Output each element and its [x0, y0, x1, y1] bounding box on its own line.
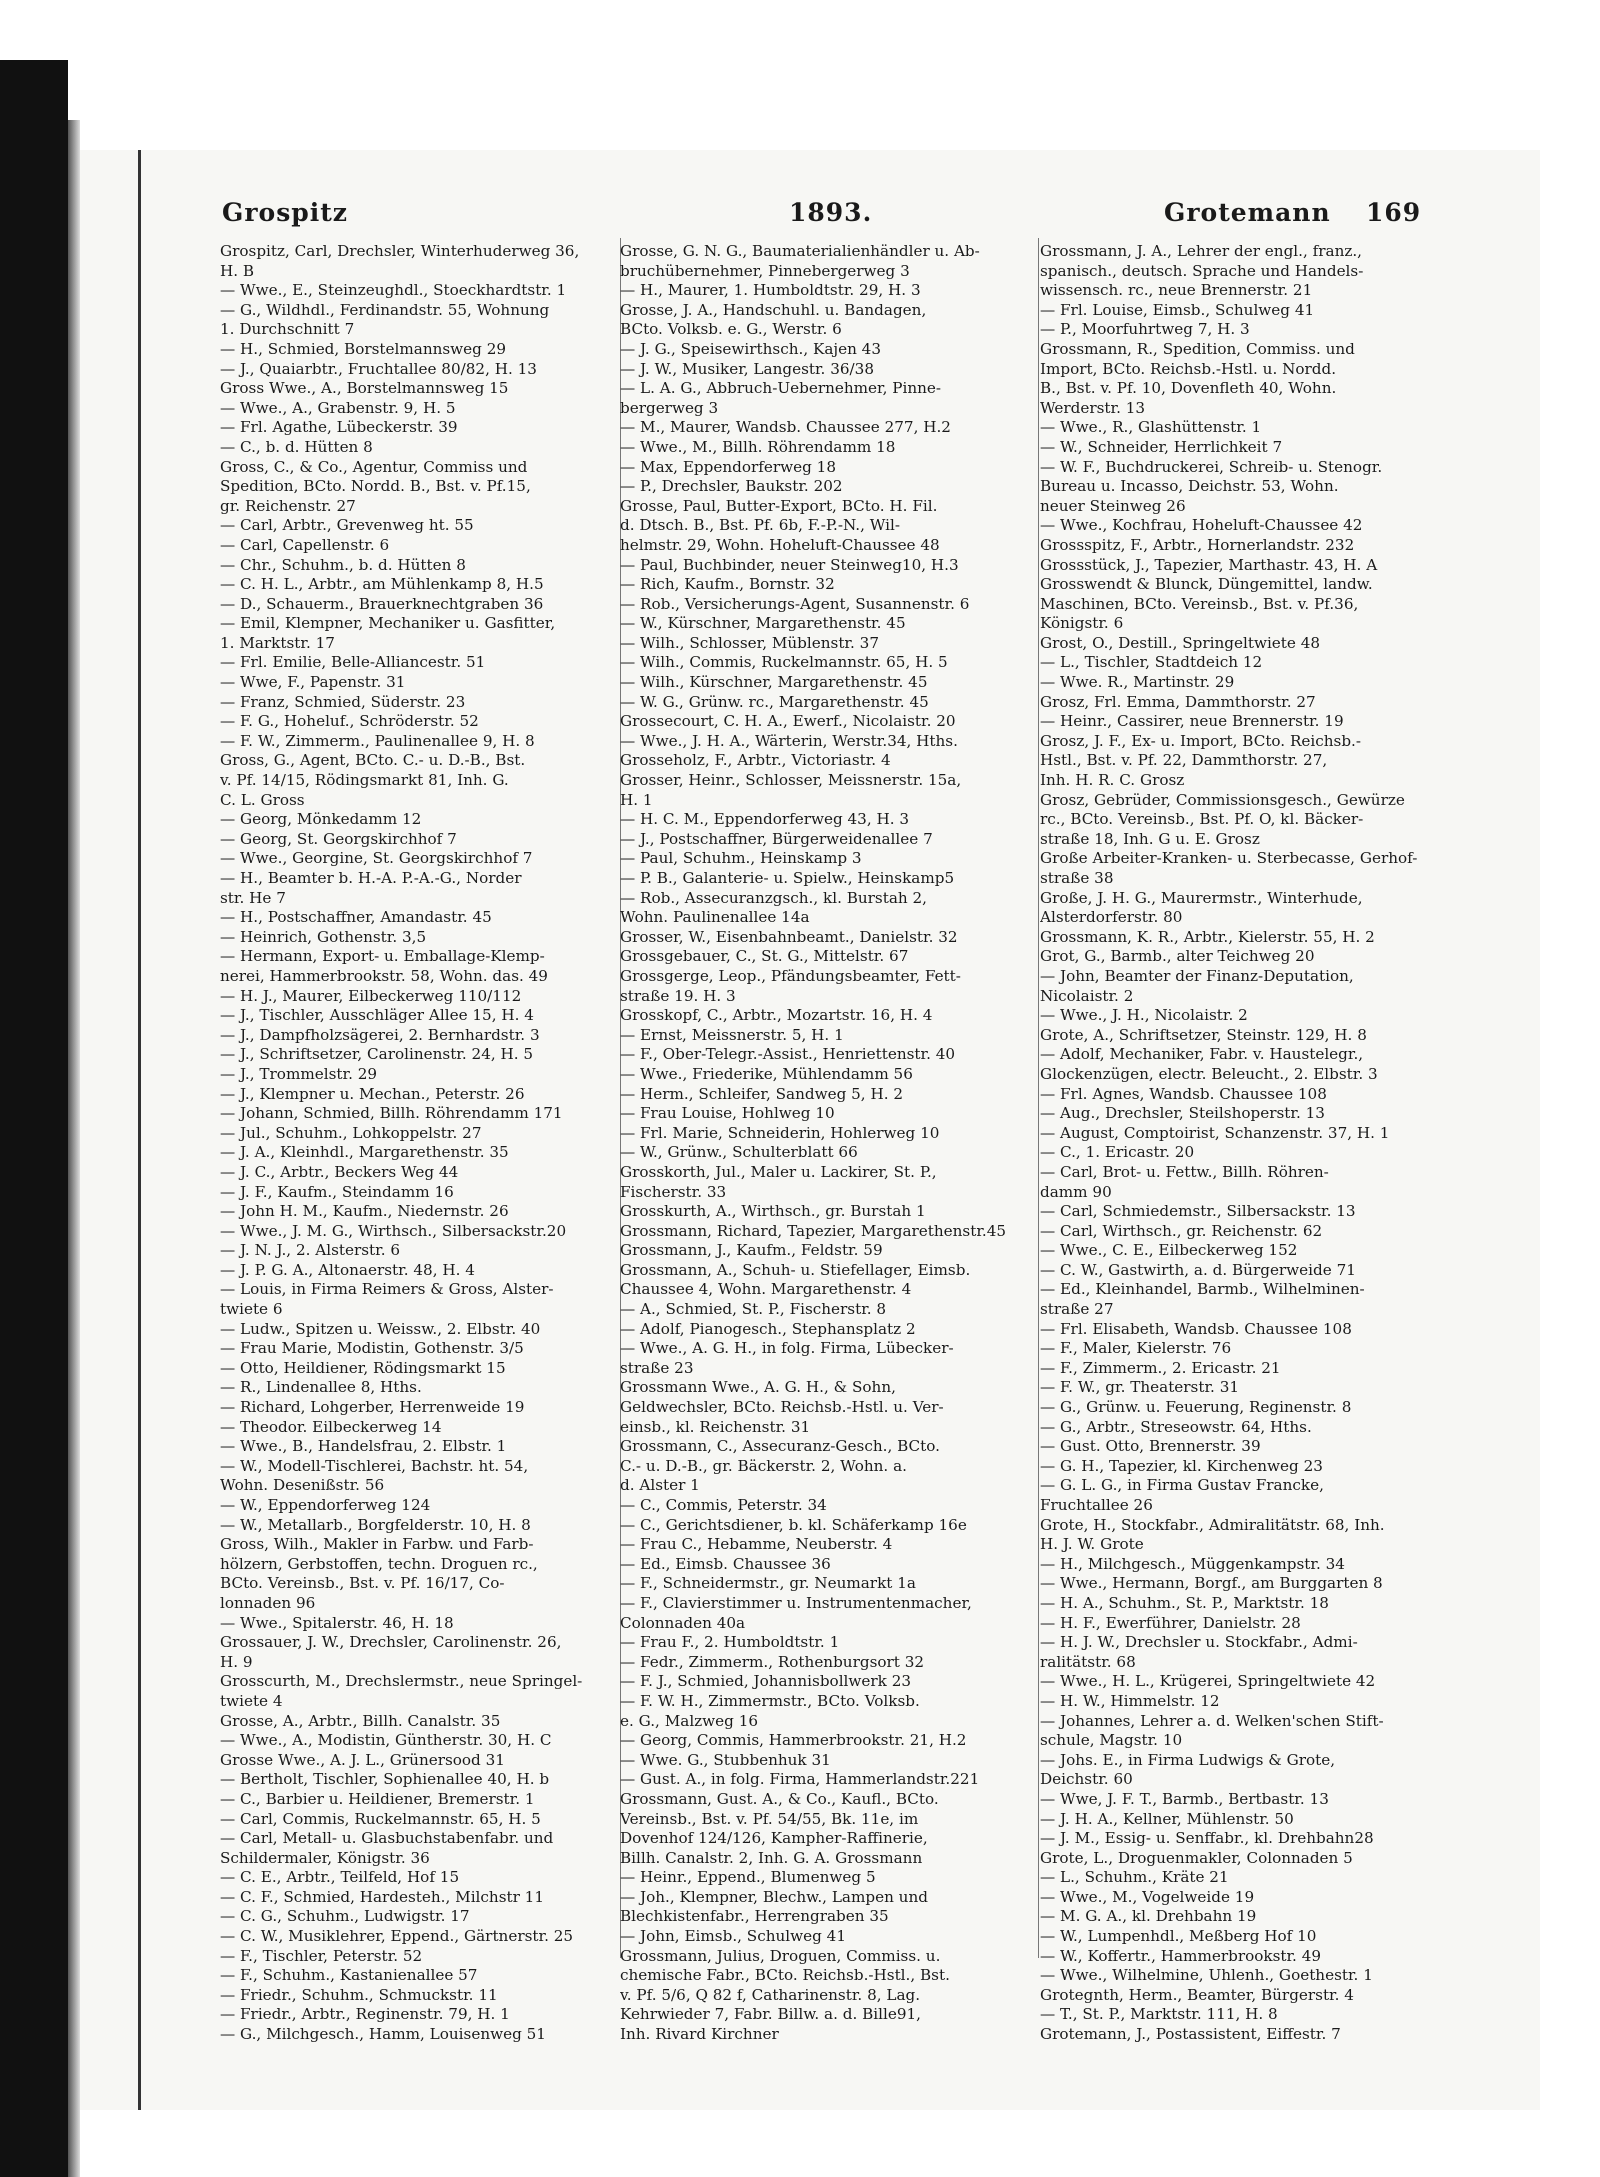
directory-entry-line: Grosskopf, C., Arbtr., Mozartstr. 16, H. 4 [620, 1006, 933, 1025]
directory-entry-line: — Frau Marie, Modistin, Gothenstr. 3/5 [220, 1339, 524, 1358]
directory-entry-line: — Jul., Schuhm., Lohkoppelstr. 27 [220, 1123, 482, 1142]
directory-entry-line: Bureau u. Incasso, Deichstr. 53, Wohn. [1040, 477, 1339, 496]
directory-entry-line: — Johann, Schmied, Billh. Röhrendamm 171 [220, 1104, 563, 1123]
directory-entry-line: neuer Steinweg 26 [1040, 496, 1186, 515]
directory-entry-line: Grossgerge, Leop., Pfändungsbeamter, Fett- [620, 966, 961, 985]
directory-entry-line: — Paul, Buchbinder, neuer Steinweg10, H.3 [620, 555, 959, 574]
directory-entry-line: — J., Postschaffner, Bürgerweidenallee 7 [620, 829, 933, 848]
directory-entry-line: — Frl. Agnes, Wandsb. Chaussee 108 [1040, 1084, 1327, 1103]
directory-entry-line: — R., Lindenallee 8, Hths. [220, 1378, 422, 1397]
directory-entry-line: — John, Eimsb., Schulweg 41 [620, 1927, 847, 1946]
directory-entry-line: — John H. M., Kaufm., Niedernstr. 26 [220, 1202, 509, 1221]
directory-entry-line: einsb., kl. Reichenstr. 31 [620, 1417, 811, 1436]
directory-entry-line: — Ed., Kleinhandel, Barmb., Wilhelminen- [1040, 1280, 1365, 1299]
directory-entry-line: straße 27 [1040, 1300, 1114, 1319]
directory-entry-line: Fischerstr. 33 [620, 1182, 727, 1201]
directory-entry-line: Grosse, G. N. G., Baumaterialienhändler u. Ab- [620, 242, 980, 260]
directory-entry-line: — G. L. G., in Firma Gustav Francke, [1040, 1476, 1324, 1495]
directory-entry-line: — Wwe., H. L., Krügerei, Springeltwiete 42 [1040, 1672, 1376, 1691]
directory-entry-line: Grosz, Frl. Emma, Dammthorstr. 27 [1040, 692, 1316, 711]
directory-entry-line: Grote, A., Schriftsetzer, Steinstr. 129, H. 8 [1040, 1025, 1367, 1044]
directory-entry-line: straße 18, Inh. G u. E. Grosz [1040, 829, 1260, 848]
directory-entry-line: — H. J., Maurer, Eilbeckerweg 110/112 [220, 986, 522, 1005]
directory-entry-line: — Frl. Elisabeth, Wandsb. Chaussee 108 [1040, 1319, 1352, 1338]
directory-entry-line: H. 1 [620, 790, 653, 809]
directory-entry-line: Alsterdorferstr. 80 [1040, 908, 1183, 927]
directory-entry-line: — F., Zimmerm., 2. Ericastr. 21 [1040, 1358, 1281, 1377]
column-3 [1040, 242, 1445, 2045]
directory-entry-line: Grosz, J. F., Ex- u. Import, BCto. Reichsb.- [1040, 731, 1362, 750]
directory-entry-line: Dovenhof 124/126, Kampher-Raffinerie, [620, 1829, 928, 1848]
directory-entry-line: — J. A., Kleinhdl., Margarethenstr. 35 [220, 1143, 509, 1162]
directory-entry-line: — J. G., Speisewirthsch., Kajen 43 [620, 339, 882, 358]
directory-entry-line: — Ludw., Spitzen u. Weissw., 2. Elbstr. 40 [220, 1319, 541, 1338]
directory-entry-line: Grossgebauer, C., St. G., Mittelstr. 67 [620, 947, 909, 966]
column-divider [1038, 238, 1039, 1958]
directory-entry-line: — Rob., Versicherungs-Agent, Susannenstr. 6 [620, 594, 970, 613]
directory-entry-line: Kehrwieder 7, Fabr. Billw. a. d. Bille91, [620, 2005, 922, 2024]
directory-entry-line: — W., Schneider, Herrlichkeit 7 [1040, 437, 1283, 456]
directory-entry-line: — H. A., Schuhm., St. P., Marktstr. 18 [1040, 1593, 1329, 1612]
directory-entry-line: — Frau C., Hebamme, Neuberstr. 4 [620, 1535, 893, 1554]
directory-entry-line: Königstr. 6 [1040, 614, 1124, 633]
directory-entry-line: — Paul, Schuhm., Heinskamp 3 [620, 849, 862, 868]
directory-entry-line: — F., Schneidermstr., gr. Neumarkt 1a [620, 1574, 916, 1593]
directory-entry-line: Grossmann, A., Schuh- u. Stiefellager, Eimsb. [620, 1260, 971, 1279]
directory-entry-line: — Richard, Lohgerber, Herrenweide 19 [220, 1398, 525, 1417]
directory-entry-line: — Hermann, Export- u. Emballage-Klemp- [220, 947, 545, 966]
directory-entry-line: — Heinrich, Gothenstr. 3,5 [220, 927, 427, 946]
directory-entry-line: — J. H. A., Kellner, Mühlenstr. 50 [1040, 1809, 1294, 1828]
directory-entry-line: — W., Eppendorferweg 124 [220, 1496, 431, 1514]
directory-entry-line: v. Pf. 5/6, Q 82 f, Catharinenstr. 8, Lag. [620, 1985, 921, 2004]
directory-entry-line: — C., 1. Ericastr. 20 [1040, 1143, 1195, 1162]
directory-entry-line: Grossmann, Gust. A., & Co., Kaufl., BCto. [620, 1789, 939, 1808]
directory-entry-line: — G., Milchgesch., Hamm, Louisenweg 51 [220, 2025, 546, 2044]
directory-entry-line: — Heinr., Cassirer, neue Brennerstr. 19 [1040, 712, 1344, 731]
directory-entry-line: — Carl, Wirthsch., gr. Reichenstr. 62 [1040, 1221, 1323, 1240]
directory-entry-line: Maschinen, BCto. Vereinsb., Bst. v. Pf.36, [1040, 594, 1359, 613]
directory-entry-line: — H. C. M., Eppendorferweg 43, H. 3 [620, 810, 910, 829]
directory-entry-line: v. Pf. 14/15, Rödingsmarkt 81, Inh. G. [220, 771, 509, 790]
directory-entry-line: — W. F., Buchdruckerei, Schreib- u. Stenogr. [1040, 457, 1383, 476]
directory-entry-line: Deichstr. 60 [1040, 1770, 1133, 1789]
directory-entry-line: — Louis, in Firma Reimers & Gross, Alster- [220, 1280, 554, 1299]
directory-entry-line: — Carl, Brot- u. Fettw., Billh. Röhren- [1040, 1162, 1329, 1181]
directory-entry-line: — C., b. d. Hütten 8 [220, 437, 373, 456]
column-1 [220, 242, 620, 2045]
directory-entry-line: Wohn. Paulinenallee 14a [620, 908, 810, 927]
directory-entry-line: — Max, Eppendorferweg 18 [620, 457, 836, 476]
directory-entry-line: — Heinr., Eppend., Blumenweg 5 [620, 1868, 876, 1887]
directory-entry-line: H. 9 [220, 1652, 253, 1671]
directory-entry-line: — Wwe., M., Billh. Röhrendamm 18 [620, 437, 896, 456]
directory-entry-line: — Adolf, Mechaniker, Fabr. v. Haustelegr., [1040, 1045, 1364, 1064]
directory-entry-line: — Wwe., Wilhelmine, Uhlenh., Goethestr. 1 [1040, 1966, 1373, 1985]
directory-entry-line: Grosscurth, M., Drechslermstr., neue Springel- [220, 1672, 583, 1691]
directory-entry-line: — Wwe., Hermann, Borgf., am Burggarten 8 [1040, 1574, 1383, 1593]
directory-entry-line: — Adolf, Pianogesch., Stephansplatz 2 [620, 1319, 916, 1338]
directory-entry-line: — Johannes, Lehrer a. d. Welken'schen Stift- [1040, 1711, 1384, 1730]
directory-entry-line: — F. W. H., Zimmermstr., BCto. Volksb. [620, 1691, 920, 1710]
directory-entry-line: — Wwe., Georgine, St. Georgskirchhof 7 [220, 849, 533, 868]
directory-entry-line: — Aug., Drechsler, Steilshoperstr. 13 [1040, 1104, 1325, 1123]
directory-entry-line: — Wwe., J. M. G., Wirthsch., Silbersackstr.20 [220, 1221, 567, 1240]
directory-entry-line: — Wwe., A. G. H., in folg. Firma, Lübecker- [620, 1339, 954, 1358]
directory-entry-line: Grospitz, Carl, Drechsler, Winterhuderweg 36, [220, 242, 580, 260]
directory-entry-line: H. B [220, 261, 255, 280]
directory-entry-line: Grosser, Heinr., Schlosser, Meissnerstr. 15a, [620, 771, 962, 790]
directory-entry-line: Grossmann, R., Spedition, Commiss. und [1040, 339, 1355, 358]
directory-entry-line: Grosse, Paul, Butter-Export, BCto. H. Fil. [620, 496, 938, 515]
directory-entry-line: — M., Maurer, Wandsb. Chaussee 277, H.2 [620, 418, 951, 437]
directory-entry-line: — Wwe, F., Papenstr. 31 [220, 673, 406, 692]
directory-entry-line: — F., Maler, Kielerstr. 76 [1040, 1339, 1232, 1358]
directory-entry-line: — Georg, St. Georgskirchhof 7 [220, 829, 457, 848]
directory-entry-line: — Frau F., 2. Humboldtstr. 1 [620, 1633, 840, 1652]
directory-entry-line: BCto. Volksb. e. G., Werstr. 6 [620, 320, 842, 339]
directory-entry-line: — G., Arbtr., Streseowstr. 64, Hths. [1040, 1417, 1312, 1436]
header-left-keyword: Grospitz [222, 198, 348, 227]
directory-entry-line: bergerweg 3 [620, 398, 719, 417]
directory-entry-line: Import, BCto. Reichsb.-Hstl. u. Nordd. [1040, 359, 1337, 378]
directory-entry-line: Colonnaden 40a [620, 1613, 746, 1632]
directory-entry-line: 1. Marktstr. 17 [220, 633, 335, 652]
directory-entry-line: Grosseholz, F., Arbtr., Victoriastr. 4 [620, 751, 891, 770]
directory-entry-line: — Wwe., Spitalerstr. 46, H. 18 [220, 1613, 454, 1632]
directory-entry-line: bruchübernehmer, Pinnebergerweg 3 [620, 261, 910, 280]
directory-entry-line: — F., Clavierstimmer u. Instrumentenmacher, [620, 1593, 972, 1612]
directory-entry-line: Geldwechsler, BCto. Reichsb.-Hstl. u. Ver- [620, 1398, 944, 1417]
directory-entry-line: Glockenzügen, electr. Beleucht., 2. Elbstr. 3 [1040, 1064, 1378, 1083]
directory-entry-line: — F. G., Hoheluf., Schröderstr. 52 [220, 712, 479, 731]
directory-entry-line: wissensch. rc., neue Brennerstr. 21 [1040, 281, 1313, 300]
directory-entry-line: nerei, Hammerbrookstr. 58, Wohn. das. 49 [220, 966, 548, 985]
directory-entry-line: str. He 7 [220, 888, 286, 907]
directory-entry-line: lonnaden 96 [220, 1593, 316, 1612]
directory-entry-line: — J. N. J., 2. Alsterstr. 6 [220, 1241, 401, 1260]
directory-entry-line: Grossauer, J. W., Drechsler, Carolinenstr. 26, [220, 1633, 562, 1652]
directory-entry-line: 1. Durchschnitt 7 [220, 320, 355, 339]
directory-entry-line: Hstl., Bst. v. Pf. 22, Dammthorstr. 27, [1040, 751, 1328, 770]
column-2 [620, 242, 1020, 2045]
directory-entry-line: Grossmann, Richard, Tapezier, Margarethenstr.45 [620, 1221, 1007, 1240]
directory-entry-line: — Frl. Agathe, Lübeckerstr. 39 [220, 418, 458, 437]
directory-entry-line: Spedition, BCto. Nordd. B., Bst. v. Pf.15, [220, 477, 531, 496]
directory-entry-line: Gross, C., & Co., Agentur, Commiss und [220, 457, 528, 476]
directory-entry-line: — Wwe., Friederike, Mühlendamm 56 [620, 1064, 913, 1083]
directory-entry-line: — J., Trommelstr. 29 [220, 1064, 378, 1083]
directory-entry-line: — Wwe, J. F. T., Barmb., Bertbastr. 13 [1040, 1789, 1329, 1808]
directory-entry-line: — W., Grünw., Schulterblatt 66 [620, 1143, 858, 1162]
directory-entry-line: Grosse, J. A., Handschuhl. u. Bandagen, [620, 300, 927, 319]
directory-entry-line: — J., Dampfholzsägerei, 2. Bernhardstr. 3 [220, 1025, 540, 1044]
directory-entry-line: — H. F., Ewerführer, Danielstr. 28 [1040, 1613, 1301, 1632]
directory-entry-line: — J. C., Arbtr., Beckers Weg 44 [220, 1162, 459, 1181]
directory-entry-line: twiete 6 [220, 1300, 283, 1319]
directory-entry-line: — W., Koffertr., Hammerbrookstr. 49 [1040, 1946, 1322, 1965]
directory-entry-line: d. Dtsch. B., Bst. Pf. 6b, F.-P.-N., Wil- [620, 516, 900, 535]
directory-entry-line: — P., Moorfuhrtweg 7, H. 3 [1040, 320, 1250, 339]
directory-entry-line: — H. W., Himmelstr. 12 [1040, 1691, 1220, 1710]
directory-entry-line: — C. G., Schuhm., Ludwigstr. 17 [220, 1907, 470, 1926]
scan-dark-edge [0, 60, 68, 2177]
directory-entry-line: rc., BCto. Vereinsb., Bst. Pf. O, kl. Bäcker- [1040, 810, 1364, 829]
directory-entry-line: — C. E., Arbtr., Teilfeld, Hof 15 [220, 1868, 460, 1887]
directory-entry-line: — Emil, Klempner, Mechaniker u. Gasfitter, [220, 614, 556, 633]
directory-entry-line: — Wilh., Schlosser, Müblenstr. 37 [620, 633, 880, 652]
directory-entry-line: Große, J. H. G., Maurermstr., Winterhude, [1040, 888, 1363, 907]
directory-entry-line: Grossmann, J. A., Lehrer der engl., franz., [1040, 242, 1363, 260]
directory-entry-line: — Fedr., Zimmerm., Rothenburgsort 32 [620, 1652, 925, 1671]
directory-entry-line: — H., Maurer, 1. Humboldtstr. 29, H. 3 [620, 281, 921, 300]
directory-entry-line: — G. H., Tapezier, kl. Kirchenweg 23 [1040, 1456, 1323, 1475]
directory-entry-line: — August, Comptoirist, Schanzenstr. 37, H. 1 [1040, 1123, 1390, 1142]
directory-entry-line: Grosse, A., Arbtr., Billh. Canalstr. 35 [220, 1711, 501, 1730]
directory-entry-line: Grotegnth, Herm., Beamter, Bürgerstr. 4 [1040, 1985, 1354, 2004]
directory-entry-line: d. Alster 1 [620, 1476, 700, 1495]
directory-entry-line: — Frl. Louise, Eimsb., Schulweg 41 [1040, 300, 1315, 319]
directory-entry-line: — Chr., Schuhm., b. d. Hütten 8 [220, 555, 466, 574]
directory-entry-line: — A., Schmied, St. P., Fischerstr. 8 [620, 1300, 887, 1319]
directory-entry-line: Grote, H., Stockfabr., Admiralitätstr. 68, Inh. [1040, 1515, 1385, 1534]
directory-entry-line: — P. B., Galanterie- u. Spielw., Heinskamp5 [620, 869, 955, 887]
directory-entry-line: — D., Schauerm., Brauerknechtgraben 36 [220, 594, 544, 613]
directory-entry-line: — P., Drechsler, Baukstr. 202 [620, 477, 843, 496]
directory-entry-line: — Wwe., Kochfrau, Hoheluft-Chaussee 42 [1040, 516, 1363, 535]
directory-entry-line: — J. M., Essig- u. Senffabr., kl. Drehbahn28 [1040, 1829, 1374, 1848]
directory-entry-line: — Wwe., E., Steinzeughdl., Stoeckhardtstr. 1 [220, 281, 567, 300]
directory-entry-line: e. G., Malzweg 16 [620, 1711, 759, 1730]
directory-entry-line: — Wwe., R., Glashüttenstr. 1 [1040, 418, 1262, 437]
directory-entry-line: — Wwe., J. H., Nicolaistr. 2 [1040, 1006, 1248, 1025]
directory-entry-line: straße 38 [1040, 869, 1114, 887]
directory-entry-line: Schildermaler, Königstr. 36 [220, 1848, 430, 1867]
directory-entry-line: Grosskurth, A., Wirthsch., gr. Burstah 1 [620, 1202, 926, 1221]
directory-entry-line: — Herm., Schleifer, Sandweg 5, H. 2 [620, 1084, 904, 1103]
directory-entry-line: — G., Grünw. u. Feuerung, Reginenstr. 8 [1040, 1398, 1352, 1417]
directory-entry-line: — H., Milchgesch., Müggenkampstr. 34 [1040, 1554, 1345, 1573]
directory-entry-line: — F., Schuhm., Kastanienallee 57 [220, 1966, 478, 1985]
directory-entry-line: Grossmann, J., Kaufm., Feldstr. 59 [620, 1241, 883, 1260]
directory-entry-line: — Wilh., Commis, Ruckelmannstr. 65, H. 5 [620, 653, 948, 672]
directory-entry-line: Grot, G., Barmb., alter Teichweg 20 [1040, 947, 1315, 966]
directory-entry-line: Grossstück, J., Tapezier, Marthastr. 43, H. A [1040, 555, 1378, 574]
directory-entry-line: Gross, G., Agent, BCto. C.- u. D.-B., Bst. [220, 751, 526, 770]
directory-entry-line: — Ernst, Meissnerstr. 5, H. 1 [620, 1025, 844, 1044]
header-year: 1893. [789, 198, 873, 227]
directory-entry-line: Fruchtallee 26 [1040, 1496, 1153, 1514]
directory-entry-line: — Joh., Klempner, Blechw., Lampen und [620, 1887, 928, 1906]
directory-entry-line: — Friedr., Schuhm., Schmuckstr. 11 [220, 1985, 498, 2004]
directory-entry-line: — H., Schmied, Borstelmannsweg 29 [220, 339, 507, 358]
directory-entry-line: Grossmann, Julius, Droguen, Commiss. u. [620, 1946, 941, 1965]
directory-entry-line: B., Bst. v. Pf. 10, Dovenfleth 40, Wohn. [1040, 379, 1337, 398]
directory-entry-line: — Franz, Schmied, Süderstr. 23 [220, 692, 466, 711]
directory-entry-line: chemische Fabr., BCto. Reichsb.-Hstl., Bst. [620, 1966, 950, 1985]
directory-entry-line: — Georg, Commis, Hammerbrookstr. 21, H.2 [620, 1731, 967, 1750]
directory-entry-line: — Gust. Otto, Brennerstr. 39 [1040, 1437, 1261, 1456]
directory-entry-line: Wohn. Desenißstr. 56 [220, 1476, 385, 1495]
directory-entry-line: — J. P. G. A., Altonaerstr. 48, H. 4 [220, 1260, 475, 1279]
directory-entry-line: — H., Postschaffner, Amandastr. 45 [220, 908, 492, 927]
directory-entry-line: straße 23 [620, 1358, 694, 1377]
directory-entry-line: Werderstr. 13 [1040, 398, 1146, 417]
directory-entry-line: — H., Beamter b. H.-A. P.-A.-G., Norder [220, 869, 522, 887]
directory-entry-line: — Rob., Assecuranzgsch., kl. Burstah 2, [620, 888, 927, 907]
directory-page [80, 150, 1540, 2110]
directory-entry-line: — W., Modell-Tischlerei, Bachstr. ht. 54, [220, 1456, 529, 1475]
directory-entry-line: Grossecourt, C. H. A., Ewerf., Nicolaistr. 20 [620, 712, 956, 731]
directory-entry-line: — L., Schuhm., Kräte 21 [1040, 1868, 1229, 1887]
directory-entry-line: — C. W., Gastwirth, a. d. Bürgerweide 71 [1040, 1260, 1356, 1279]
directory-entry-line: Grotemann, J., Postassistent, Eiffestr. 7 [1040, 2025, 1341, 2044]
directory-entry-line: — J., Quaiarbtr., Fruchtallee 80/82, H. 13 [220, 359, 537, 378]
directory-entry-line: spanisch., deutsch. Sprache und Handels- [1040, 261, 1364, 280]
directory-entry-line: — Frl. Emilie, Belle-Alliancestr. 51 [220, 653, 486, 672]
directory-entry-line: Inh. Rivard Kirchner [620, 2025, 779, 2044]
directory-entry-line: — Carl, Arbtr., Grevenweg ht. 55 [220, 516, 474, 535]
directory-entry-line: Blechkistenfabr., Herrengraben 35 [620, 1907, 889, 1926]
directory-entry-line: Grosse Wwe., A. J. L., Grünersood 31 [220, 1750, 505, 1769]
directory-entry-line: Inh. H. R. C. Grosz [1040, 771, 1185, 790]
directory-entry-line: — W., Lumpenhdl., Meßberg Hof 10 [1040, 1927, 1317, 1946]
directory-entry-line: — Wwe. G., Stubbenhuk 31 [620, 1750, 831, 1769]
directory-entry-line: — C. H. L., Arbtr., am Mühlenkamp 8, H.5 [220, 575, 544, 594]
directory-entry-line: — T., St. P., Marktstr. 111, H. 8 [1040, 2005, 1278, 2024]
directory-entry-line: — L. A. G., Abbruch-Uebernehmer, Pinne- [620, 379, 942, 398]
directory-entry-line: Große Arbeiter-Kranken- u. Sterbecasse, Gerhof- [1040, 849, 1418, 868]
directory-entry-line: Grossmann, C., Assecuranz-Gesch., BCto. [620, 1437, 940, 1456]
directory-entry-line: — Wwe., A., Modistin, Güntherstr. 30, H. C [220, 1731, 552, 1750]
directory-entry-line: — F. W., gr. Theaterstr. 31 [1040, 1378, 1240, 1397]
directory-entry-line: — Johs. E., in Firma Ludwigs & Grote, [1040, 1750, 1336, 1769]
directory-entry-line: — M. G. A., kl. Drehbahn 19 [1040, 1907, 1257, 1926]
directory-entry-line: — Wwe., B., Handelsfrau, 2. Elbstr. 1 [220, 1437, 507, 1456]
directory-entry-line: — L., Tischler, Stadtdeich 12 [1040, 653, 1263, 672]
directory-entry-line: Grost, O., Destill., Springeltwiete 48 [1040, 633, 1321, 652]
directory-entry-line: — Wwe., A., Grabenstr. 9, H. 5 [220, 398, 456, 417]
directory-entry-line: schule, Magstr. 10 [1040, 1731, 1183, 1750]
directory-entry-line: ralitätstr. 68 [1040, 1652, 1136, 1671]
directory-entry-line: — H. J. W., Drechsler u. Stockfabr., Admi- [1040, 1633, 1358, 1652]
directory-entry-line: Grossmann, K. R., Arbtr., Kielerstr. 55, H. 2 [1040, 927, 1375, 946]
directory-entry-line: — C., Gerichtsdiener, b. kl. Schäferkamp 16e [620, 1515, 967, 1534]
directory-entry-line: — C., Barbier u. Heildiener, Bremerstr. 1 [220, 1789, 535, 1808]
directory-entry-line: gr. Reichenstr. 27 [220, 496, 356, 515]
directory-entry-line: — Ed., Eimsb. Chaussee 36 [620, 1554, 831, 1573]
directory-entry-line: — Otto, Heildiener, Rödingsmarkt 15 [220, 1358, 506, 1377]
directory-entry-line: — Georg, Mönkedamm 12 [220, 810, 422, 829]
scan-page-fold [68, 120, 80, 2177]
directory-entry-line: — Wwe., M., Vogelweide 19 [1040, 1887, 1255, 1906]
header-right-keyword: Grotemann [1164, 198, 1331, 227]
directory-entry-line: Grosz, Gebrüder, Commissionsgesch., Gewürze [1040, 790, 1405, 809]
directory-entry-line: — W. G., Grünw. rc., Margarethenstr. 45 [620, 692, 929, 711]
directory-entry-line: — Friedr., Arbtr., Reginenstr. 79, H. 1 [220, 2005, 510, 2024]
directory-entry-line: — Theodor. Eilbeckerweg 14 [220, 1417, 442, 1436]
directory-entry-line: — John, Beamter der Finanz-Deputation, [1040, 966, 1354, 985]
directory-entry-line: — J. F., Kaufm., Steindamm 16 [220, 1182, 454, 1201]
directory-entry-line: — G., Wildhdl., Ferdinandstr. 55, Wohnung [220, 300, 550, 319]
directory-entry-line: — Frl. Marie, Schneiderin, Hohlerweg 10 [620, 1123, 940, 1142]
page-gutter-line [138, 150, 141, 2110]
directory-entry-line: — J., Tischler, Ausschläger Allee 15, H. 4 [220, 1006, 534, 1025]
directory-entry-line: — Rich, Kaufm., Bornstr. 32 [620, 575, 835, 594]
directory-entry-line: — F., Ober-Telegr.-Assist., Henriettenstr. 40 [620, 1045, 956, 1064]
directory-entry-line: C. L. Gross [220, 790, 305, 809]
directory-entry-line: C.- u. D.-B., gr. Bäckerstr. 2, Wohn. a. [620, 1456, 907, 1475]
directory-entry-line: — Wwe., J. H. A., Wärterin, Werstr.34, Hths. [620, 731, 958, 750]
directory-entry-line: — Carl, Capellenstr. 6 [220, 535, 390, 554]
directory-entry-line: — F. J., Schmied, Johannisbollwerk 23 [620, 1672, 912, 1691]
directory-entry-line: — Bertholt, Tischler, Sophienallee 40, H. b [220, 1770, 550, 1789]
directory-entry-line: straße 19. H. 3 [620, 986, 736, 1005]
directory-entry-line: twiete 4 [220, 1691, 283, 1710]
directory-entry-line: — F., Tischler, Peterstr. 52 [220, 1946, 423, 1965]
directory-entry-line: — Frau Louise, Hohlweg 10 [620, 1104, 835, 1123]
directory-entry-line: — W., Metallarb., Borgfelderstr. 10, H. 8 [220, 1515, 531, 1534]
directory-entry-line: Gross Wwe., A., Borstelmannsweg 15 [220, 379, 509, 398]
directory-entry-line: — Carl, Metall- u. Glasbuchstabenfabr. und [220, 1829, 554, 1848]
directory-entry-line: — Carl, Commis, Ruckelmannstr. 65, H. 5 [220, 1809, 541, 1828]
directory-entry-line: Chaussee 4, Wohn. Margarethenstr. 4 [620, 1280, 912, 1299]
directory-entry-line: Grosskorth, Jul., Maler u. Lackirer, St. P., [620, 1162, 937, 1181]
directory-entry-line: — W., Kürschner, Margarethenstr. 45 [620, 614, 906, 633]
directory-entry-line: Nicolaistr. 2 [1040, 986, 1134, 1005]
page-number: 169 [1366, 198, 1422, 227]
directory-entry-line: Vereinsb., Bst. v. Pf. 54/55, Bk. 11e, im [620, 1809, 919, 1828]
directory-entry-line: — F. W., Zimmerm., Paulinenallee 9, H. 8 [220, 731, 535, 750]
directory-entry-line: BCto. Vereinsb., Bst. v. Pf. 16/17, Co- [220, 1574, 505, 1593]
directory-entry-line: — C., Commis, Peterstr. 34 [620, 1496, 827, 1514]
directory-entry-line: helmstr. 29, Wohn. Hoheluft-Chaussee 48 [620, 535, 940, 554]
directory-entry-line: Billh. Canalstr. 2, Inh. G. A. Grossmann [620, 1848, 923, 1867]
directory-entry-line: Grosser, W., Eisenbahnbeamt., Danielstr. 32 [620, 927, 958, 946]
directory-entry-line: Gross, Wilh., Makler in Farbw. und Farb- [220, 1535, 534, 1554]
directory-entry-line: — Wilh., Kürschner, Margarethenstr. 45 [620, 673, 928, 692]
directory-entry-line: Grossspitz, F., Arbtr., Hornerlandstr. 232 [1040, 535, 1355, 554]
directory-entry-line: H. J. W. Grote [1040, 1535, 1144, 1554]
directory-entry-line: — J., Klempner u. Mechan., Peterstr. 26 [220, 1084, 525, 1103]
directory-entry-line: — Wwe. R., Martinstr. 29 [1040, 673, 1235, 692]
page-header [144, 198, 1490, 238]
directory-entry-line: — J., Schriftsetzer, Carolinenstr. 24, H. 5 [220, 1045, 534, 1064]
directory-entry-line: Grote, L., Droguenmakler, Colonnaden 5 [1040, 1848, 1353, 1867]
directory-entry-line: damm 90 [1040, 1182, 1112, 1201]
directory-entry-line: Grossmann Wwe., A. G. H., & Sohn, [620, 1378, 896, 1397]
directory-entry-line: hölzern, Gerbstoffen, techn. Droguen rc., [220, 1554, 538, 1573]
directory-entry-line: — C. F., Schmied, Hardesteh., Milchstr 11 [220, 1887, 545, 1906]
directory-entry-line: — J. W., Musiker, Langestr. 36/38 [620, 359, 874, 378]
directory-entry-line: — Carl, Schmiedemstr., Silbersackstr. 13 [1040, 1202, 1356, 1221]
directory-entry-line: — Gust. A., in folg. Firma, Hammerlandstr.221 [620, 1770, 980, 1789]
directory-entry-line: Grosswendt & Blunck, Düngemittel, landw. [1040, 575, 1373, 594]
directory-entry-line: — Wwe., C. E., Eilbeckerweg 152 [1040, 1241, 1298, 1260]
directory-entry-line: — C. W., Musiklehrer, Eppend., Gärtnerstr. 25 [220, 1927, 574, 1946]
